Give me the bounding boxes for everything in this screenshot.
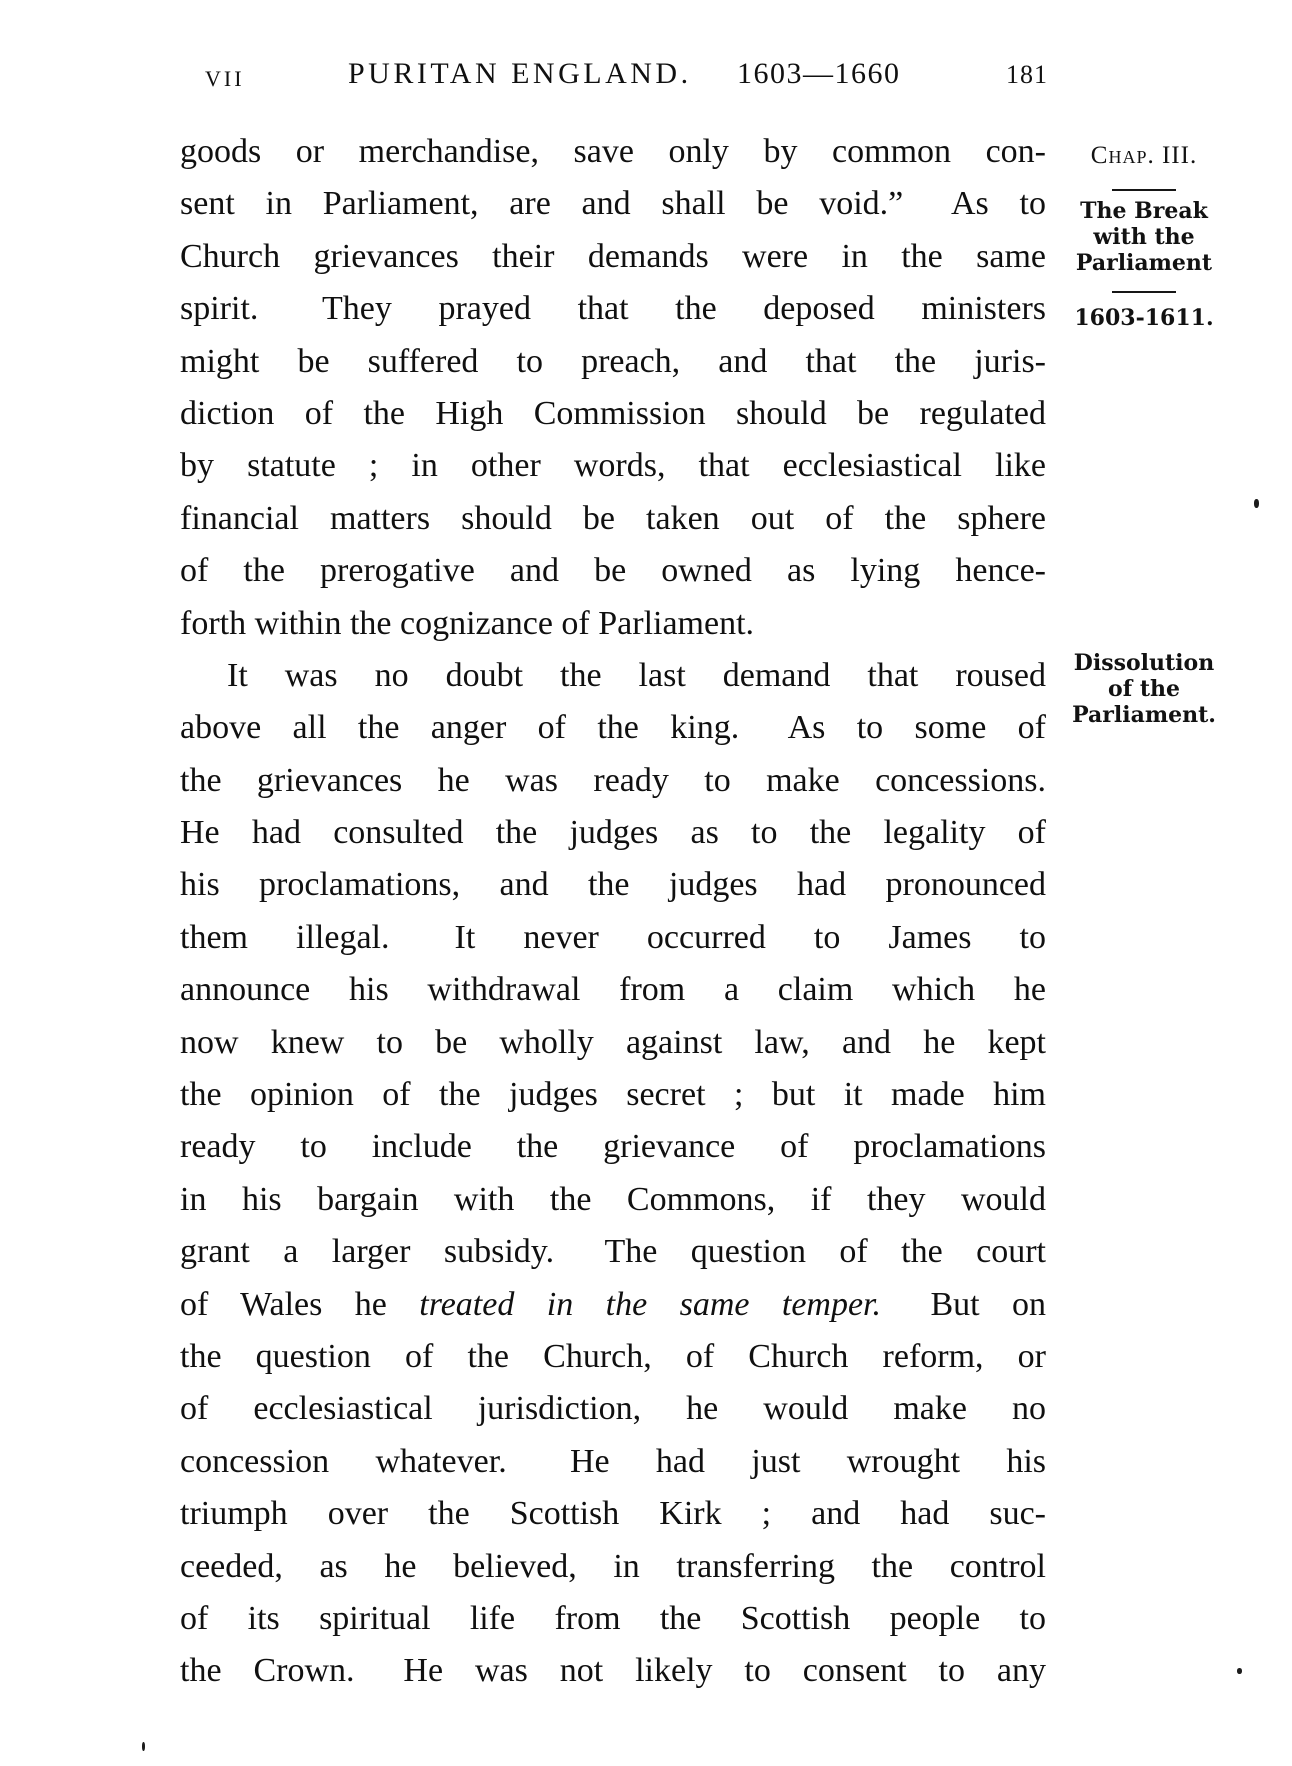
text-line: in his bargain with the Commons, if they would [180, 1180, 1046, 1218]
text-line: Church grievances their demands were in the same [180, 237, 1046, 275]
margin-chapter-label: Chap. III. [1090, 142, 1198, 169]
text-line: of the prerogative and be owned as lying hence- [180, 552, 1046, 590]
text-line: triumph over the Scottish Kirk ; and had suc- [180, 1495, 1046, 1533]
text-line: sent in Parliament, are and shall be void.” As to [180, 185, 1046, 223]
text-line: his proclamations, and the judges had pronounced [180, 866, 1046, 904]
header-page-number: 181 [1006, 60, 1048, 89]
margin-note-title-line: Parliament [1075, 250, 1213, 276]
text-line: ceeded, as he believed, in transferring the control [180, 1547, 1046, 1585]
scan-speck [1254, 499, 1259, 508]
text-line: the question of the Church, of Church reform, or [180, 1337, 1046, 1375]
margin-note-line: of the [1108, 676, 1180, 702]
text-line: He had consulted the judges as to the legality of [180, 814, 1046, 852]
text-line: of its spiritual life from the Scottish people to [180, 1599, 1046, 1637]
text-line: ready to include the grievance of proclamations [180, 1128, 1046, 1166]
text-line: now knew to be wholly against law, and he kept [180, 1023, 1046, 1061]
text-run: of Wales he [180, 1285, 420, 1323]
text-line: goods or merchandise, save only by common con- [180, 133, 1046, 170]
text-line: the opinion of the judges secret ; but it made him [180, 1076, 1046, 1114]
margin-rule [1112, 291, 1176, 293]
text-line: forth within the cognizance of Parliament. [180, 604, 755, 642]
margin-note-title-line: The Break [1080, 198, 1208, 224]
text-line: diction of the High Commission should be regulated [180, 394, 1046, 432]
paragraph-1 [180, 126, 1046, 650]
text-line: of ecclesiastical jurisdiction, he would make no [180, 1390, 1046, 1428]
body-text-column [180, 126, 1046, 1698]
header-date-range: 1603—1660 [737, 57, 901, 90]
margin-rule [1112, 189, 1176, 191]
margin-note-break-with-parliament [1058, 142, 1230, 331]
margin-note-title-line: with the [1093, 224, 1195, 250]
text-line: spirit. They prayed that the deposed ministers [180, 290, 1046, 328]
margin-note-line: Parliament. [1072, 702, 1216, 728]
margin-note-dates: 1603-1611. [1074, 305, 1214, 331]
margin-note-dissolution-of-parliament [1058, 650, 1230, 728]
paragraph-2 [180, 650, 1046, 1698]
text-line: financial matters should be taken out of the sphere [180, 499, 1046, 537]
text-line: grant a larger subsidy. The question of the court [180, 1233, 1046, 1271]
text-line: announce his withdrawal from a claim which he [180, 971, 1046, 1009]
text-line: concession whatever. He had just wrought his [180, 1442, 1046, 1480]
text-run: But on [881, 1285, 1046, 1323]
header-running-title: PURITAN ENGLAND. [348, 57, 692, 90]
text-line: It was no doubt the last demand that roused [227, 656, 1046, 694]
text-line: by statute ; in other words, that ecclesiastical like [180, 447, 1046, 485]
text-line: them illegal. It never occurred to James to [180, 918, 1046, 956]
scan-speck [1237, 1668, 1242, 1674]
margin-note-line: Dissolution [1073, 650, 1215, 676]
header-chapter-numeral: VII [205, 66, 245, 91]
scan-speck [142, 1742, 145, 1751]
text-line [180, 1279, 1046, 1331]
text-line: the Crown. He was not likely to consent to any [180, 1652, 1046, 1690]
text-line: the grievances he was ready to make concessions. [180, 761, 1046, 799]
text-run-italic: treated in the same temper. [419, 1285, 882, 1323]
text-line: might be suffered to preach, and that the juris- [180, 342, 1046, 380]
text-line: above all the anger of the king. As to some of [180, 709, 1046, 747]
